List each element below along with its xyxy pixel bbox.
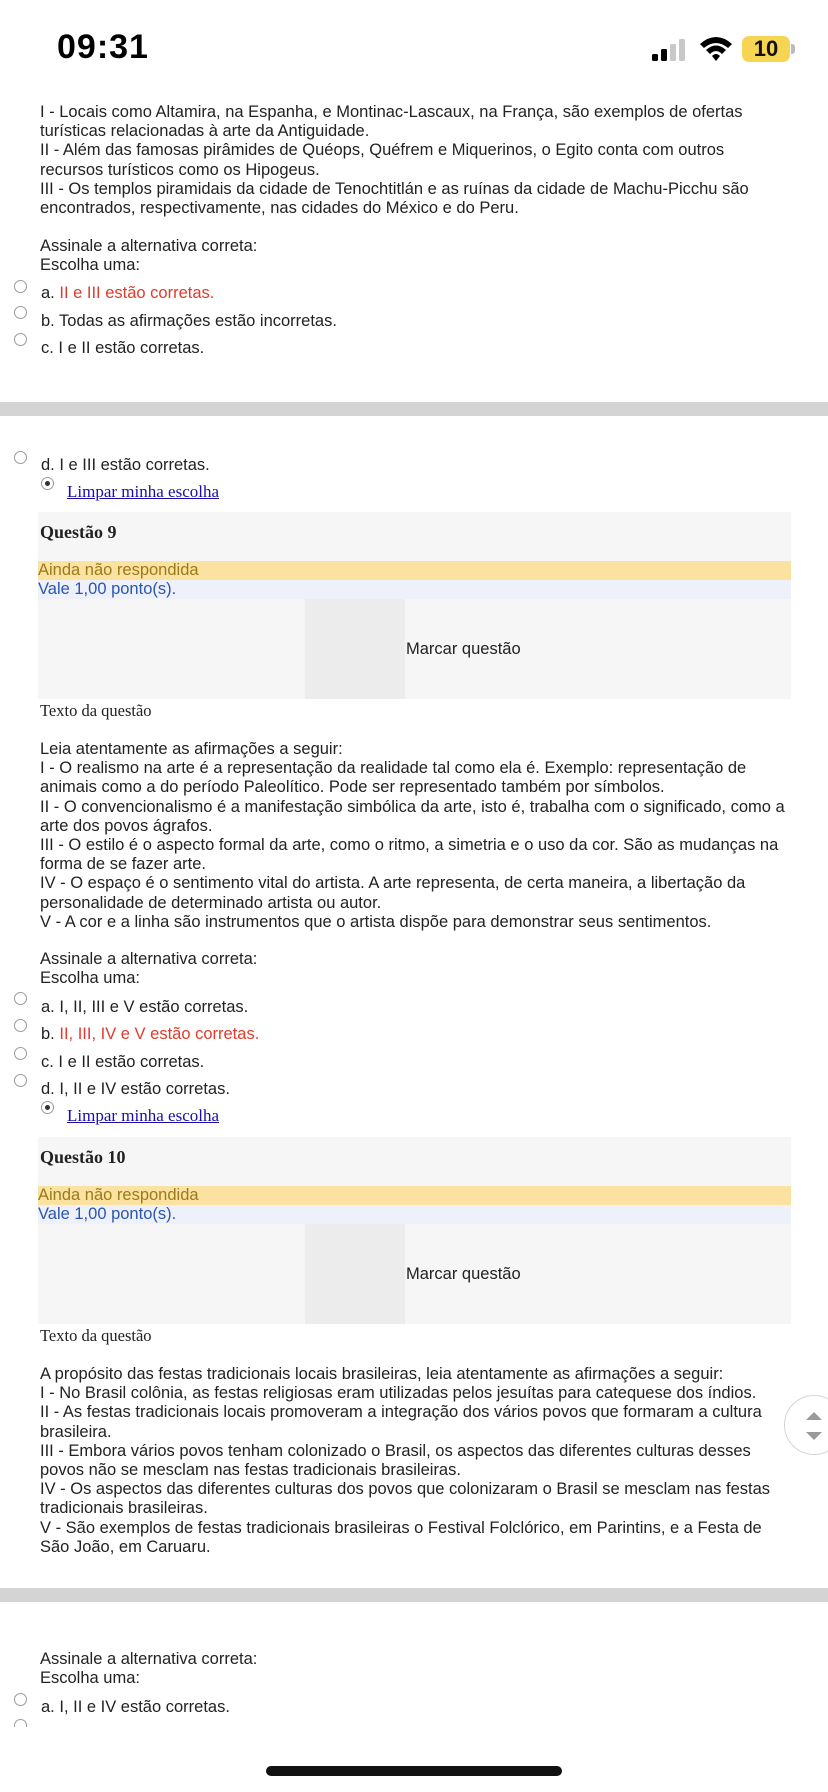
statement: I - Locais como Altamira, na Espanha, e Montinac-Lascaux, na França, são exemplos de ofertas turísticas relacionadas à arte da Antiguidade. (40, 103, 743, 141)
question-line: V - A cor e a linha são instrumentos que o artista dispõe para demonstrar seus sentimentos. (40, 912, 712, 931)
q9-clear-radio[interactable] (41, 1101, 54, 1114)
q9-question-text (40, 740, 792, 932)
q10-option-a-radio[interactable] (14, 1693, 27, 1706)
q9-flag-question-button[interactable]: Marcar questão (406, 640, 521, 658)
q8-clear-radio[interactable] (41, 477, 54, 490)
q9-instruction: Assinale a alternativa correta: (40, 950, 258, 968)
q9-option-b[interactable]: b. II, III, IV e V estão corretas. (41, 1025, 260, 1043)
page-separator (0, 1588, 828, 1602)
home-indicator[interactable] (266, 1766, 562, 1776)
q8-option-d[interactable]: d. I e III estão corretas. (41, 456, 210, 474)
clock: 09:31 (57, 28, 149, 66)
q9-state-text: Ainda não respondida (38, 561, 199, 579)
q9-option-a-radio[interactable] (14, 992, 27, 1005)
question-line: Leia atentamente as afirmações a seguir: (40, 740, 343, 758)
battery-indicator: 10 (742, 36, 790, 62)
q9-option-d[interactable]: d. I, II e IV estão corretas. (41, 1080, 230, 1098)
q8-clear-choice-link[interactable]: Limpar minha escolha (67, 482, 220, 501)
question-line: I - O realismo na arte é a representação da realidade tal como ela é. Exemplo: representação de animais como a do período Paleolítico. Pode ser representado também por símbolos. (40, 759, 747, 797)
q9-grade (38, 580, 791, 599)
q8-option-a-radio[interactable] (14, 280, 27, 293)
question-line: A propósito das festas tradicionais locais brasileiras, leia atentamente as afirmações a seguir: (40, 1365, 724, 1383)
q9-info-panel (38, 512, 791, 699)
q9-clear-choice-link[interactable]: Limpar minha escolha (67, 1106, 220, 1125)
q10-instruction: Assinale a alternativa correta: (40, 1650, 258, 1668)
q10-grade (38, 1205, 791, 1224)
q8-instruction: Assinale a alternativa correta: (40, 237, 258, 255)
q10-grade-text: Vale 1,00 ponto(s). (38, 1205, 177, 1223)
q8-statements (40, 103, 790, 218)
q9-flag-icon-area[interactable] (305, 599, 405, 699)
q10-question-text (40, 1365, 780, 1557)
page-separator (0, 402, 828, 416)
q8-option-d-radio[interactable] (14, 451, 27, 464)
q8-option-c-radio[interactable] (14, 333, 27, 346)
q10-info-panel (38, 1137, 791, 1324)
scroll-navigation-button[interactable] (784, 1395, 828, 1455)
q8-option-b[interactable]: b. Todas as afirmações estão incorretas. (41, 312, 337, 330)
question-line: IV - O espaço é o sentimento vital do artista. A arte representa, de certa maneira, a libertação da personalidade de determinado artista ou autor. (40, 874, 746, 912)
q9-question-text-label: Texto da questão (40, 701, 152, 720)
q9-choose-label: Escolha uma: (40, 969, 140, 987)
question-line: III - Embora vários povos tenham colonizado o Brasil, os aspectos das diferentes culturas desses povos não se mesclam nas festas tradicionais brasileiras. (40, 1441, 751, 1480)
q8-choose-label: Escolha uma: (40, 256, 140, 274)
q8-option-b-radio[interactable] (14, 306, 27, 319)
question-line: V - São exemplos de festas tradicionais brasileiras o Festival Folclórico, em Parintins, e a Festa de São João, em Caruaru. (40, 1518, 762, 1556)
q8-option-a[interactable]: a. II e III estão corretas. (41, 284, 215, 302)
q9-grade-text: Vale 1,00 ponto(s). (38, 580, 177, 598)
q10-flag-icon-area[interactable] (305, 1224, 405, 1324)
q10-option-b-radio-partial[interactable] (14, 1719, 27, 1727)
question-line: III - O estilo é o aspecto formal da arte, como o ritmo, a simetria e o uso da cor. São as mudanças na forma de se fazer arte. (40, 836, 779, 874)
q10-option-a[interactable]: a. I, II e IV estão corretas. (41, 1698, 230, 1716)
q10-state-badge (38, 1186, 791, 1205)
wifi-icon (698, 34, 734, 62)
q10-question-text-label: Texto da questão (40, 1326, 152, 1345)
q10-state-text: Ainda não respondida (38, 1186, 199, 1204)
battery-cap (791, 44, 795, 54)
q9-option-d-radio[interactable] (14, 1074, 27, 1087)
status-bar (0, 0, 828, 90)
statement: II - Além das famosas pirâmides de Quéops, Quéfrem e Miquerinos, o Egito conta com outros recursos turísticos como os Hipogeus. (40, 141, 725, 179)
statement: III - Os templos piramidais da cidade de Tenochtitlán e as ruínas da cidade de Machu-Picchu são encontrados, respectivamente, nas cidades do México e do Peru. (40, 179, 749, 218)
q9-option-b-radio[interactable] (14, 1019, 27, 1032)
question-line: II - O convencionalismo é a manifestação simbólica da arte, isto é, trabalha com o significado, como a arte dos povos ágrafos. (40, 797, 785, 835)
question-line: IV - Os aspectos das diferentes culturas dos povos que colonizaram o Brasil se mesclam nas festas tradicionais brasileiras. (40, 1480, 771, 1518)
q9-state-badge (38, 561, 791, 580)
q9-option-c[interactable]: c. I e II estão corretas. (41, 1053, 205, 1071)
q9-option-c-radio[interactable] (14, 1047, 27, 1060)
q9-title: Questão 9 (40, 522, 117, 542)
question-line: II - As festas tradicionais locais promoveram a integração dos vários povos que formaram a cultura brasileira. (40, 1403, 762, 1441)
q9-option-a[interactable]: a. I, II, III e V estão corretas. (41, 998, 249, 1016)
q10-choose-label: Escolha uma: (40, 1669, 140, 1687)
q10-flag-question-button[interactable]: Marcar questão (406, 1265, 521, 1283)
scroll-arrows-icon (798, 1408, 828, 1444)
q8-option-c[interactable]: c. I e II estão corretas. (41, 339, 205, 357)
question-line: I - No Brasil colônia, as festas religiosas eram utilizadas pelos jesuítas para catequese dos índios. (40, 1384, 757, 1403)
q10-title: Questão 10 (40, 1147, 126, 1167)
cellular-signal-icon (652, 38, 694, 62)
